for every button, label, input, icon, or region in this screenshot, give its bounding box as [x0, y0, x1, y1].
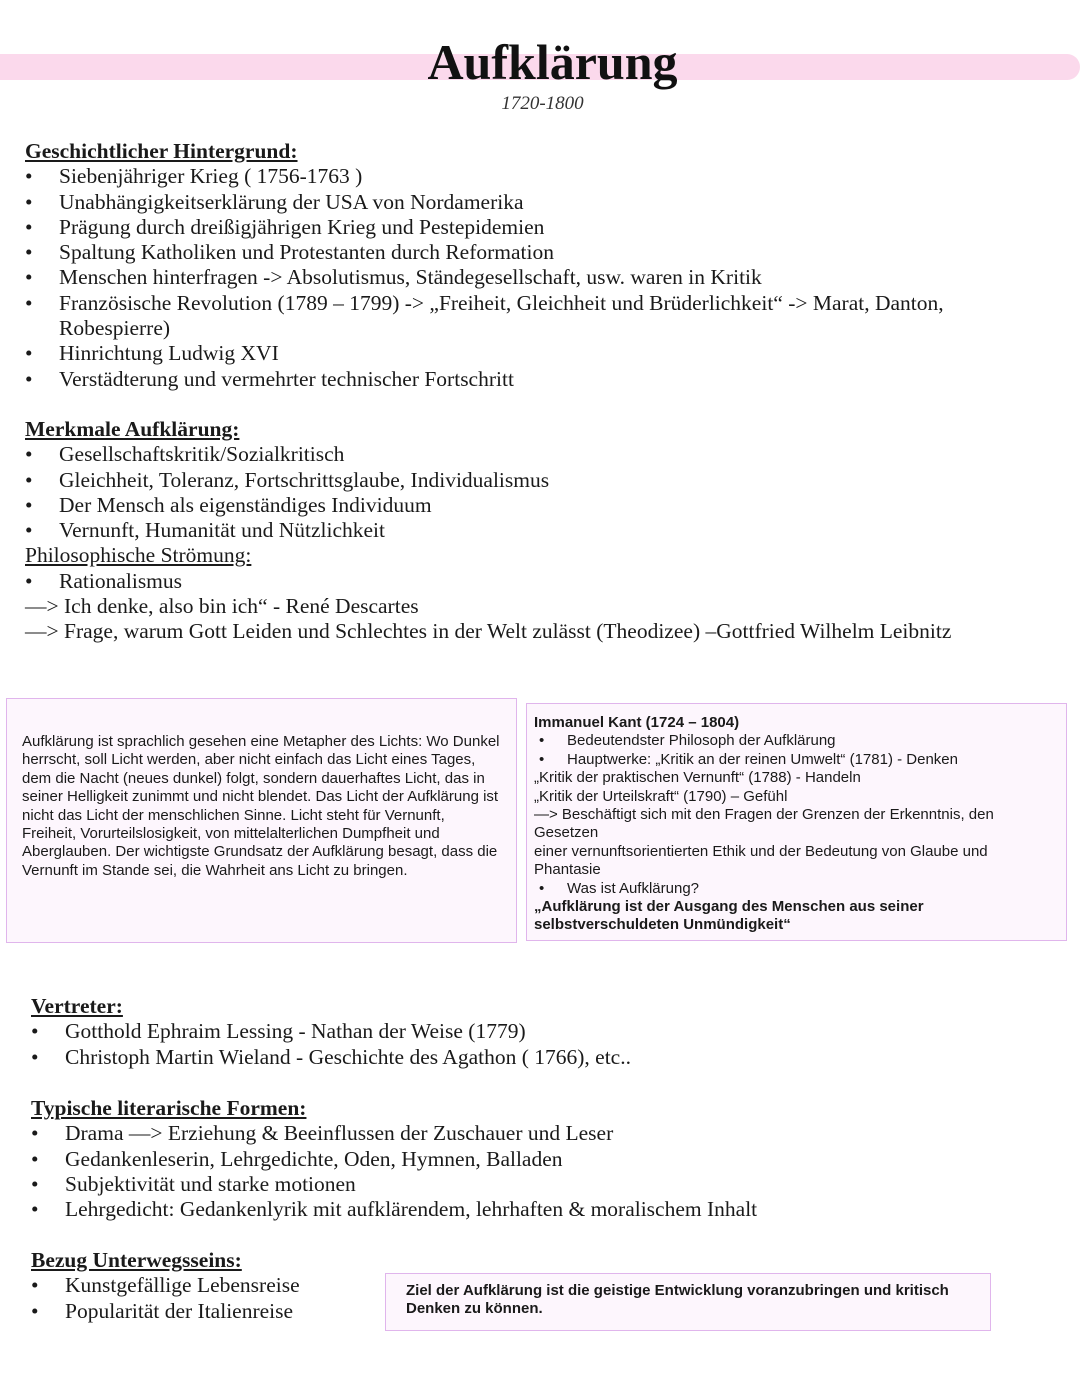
- leibnitz-quote: —> Frage, warum Gott Leiden und Schlechtes in der Welt zulässt (Theodizee) –Gottfried Wilhelm Leibnitz: [25, 619, 952, 644]
- travel-list: [31, 1273, 381, 1324]
- list-item: • Verstädterung und vermehrter technischer Fortschritt: [25, 367, 1065, 392]
- list-item: • Der Mensch als eigenständiges Individuum: [25, 493, 1065, 518]
- descartes-quote: —> Ich denke, also bin ich“ - René Descartes: [25, 594, 419, 619]
- features-section: [25, 417, 1065, 645]
- kant-box: [526, 703, 1067, 941]
- list-item: • Gleichheit, Toleranz, Fortschrittsglaube, Individualismus: [25, 468, 1065, 493]
- list-item: • Hauptwerke: „Kritik an der reinen Umwelt“ (1781) - Denken: [534, 751, 1056, 769]
- features-heading: Merkmale Aufklärung:: [25, 417, 240, 441]
- representatives-list: [31, 1019, 1031, 1070]
- history-section: [25, 139, 1065, 392]
- list-item: • Gotthold Ephraim Lessing - Nathan der Weise (1779): [31, 1019, 1031, 1044]
- kant-work-2: „Kritik der praktischen Vernunft“ (1788) - Handeln: [534, 769, 861, 787]
- history-list: [25, 164, 1065, 392]
- list-item: • Prägung durch dreißigjährigen Krieg und Pestepidemien: [25, 215, 1065, 240]
- list-item: • Menschen hinterfragen -> Absolutismus, Ständegesellschaft, usw. waren in Kritik: [25, 265, 1065, 290]
- list-item: • Hinrichtung Ludwig XVI: [25, 341, 1065, 366]
- list-item: • Gedankenleserin, Lehrgedichte, Oden, Hymnen, Balladen: [31, 1147, 1031, 1172]
- representatives-heading: Vertreter:: [31, 994, 123, 1018]
- list-item: • Popularität der Italienreise: [31, 1299, 381, 1324]
- goal-text: Ziel der Aufklärung ist die geistige Entwicklung voranzubringen und kritisch Denken zu können.: [406, 1282, 949, 1318]
- list-item: • Gesellschaftskritik/Sozialkritisch: [25, 442, 1065, 467]
- forms-list: [31, 1121, 1031, 1222]
- goal-box: [385, 1273, 991, 1331]
- travel-section: [31, 1248, 381, 1324]
- list-item: • Kunstgefällige Lebensreise: [31, 1273, 381, 1298]
- kant-work-3: „Kritik der Urteilskraft“ (1790) – Gefühl: [534, 787, 788, 805]
- light-metaphor-box: [6, 698, 517, 943]
- kant-topic-2: einer vernunftsorientierten Ethik und der Bedeutung von Glaube und Phantasie: [534, 842, 988, 879]
- kant-quote: „Aufklärung ist der Ausgang des Menschen aus seiner selbstverschuldeten Unmündigkeit“: [534, 898, 924, 934]
- list-item: • Siebenjähriger Krieg ( 1756-1763 ): [25, 164, 1065, 189]
- list-item: • Subjektivität und starke motionen: [31, 1172, 1031, 1197]
- list-item: • Drama —> Erziehung & Beeinflussen der Zuschauer und Leser: [31, 1121, 1031, 1146]
- page-title: Aufklärung: [427, 34, 678, 90]
- list-item: • Was ist Aufklärung?: [534, 880, 1056, 898]
- kant-topic-1: —> Beschäftigt sich mit den Fragen der Grenzen der Erkenntnis, den Gesetzen: [534, 806, 994, 842]
- travel-heading: Bezug Unterwegsseins:: [31, 1248, 242, 1272]
- kant-list-2: [534, 880, 1056, 898]
- list-item: • Lehrgedicht: Gedankenlyrik mit aufklärendem, lehrhaften & moralischem Inhalt: [31, 1197, 1031, 1222]
- philosophy-list: [25, 569, 1065, 594]
- representatives-section: [31, 994, 1031, 1070]
- list-item: • Vernunft, Humanität und Nützlichkeit: [25, 518, 1065, 543]
- kant-title: Immanuel Kant (1724 – 1804): [534, 714, 740, 731]
- list-item: • Französische Revolution (1789 – 1799) -> „Freiheit, Gleichheit und Brüderlichkeit“ -> Marat, Danton, Robespierre): [25, 291, 979, 342]
- forms-section: [31, 1096, 1031, 1222]
- features-list: [25, 442, 1065, 543]
- list-item: • Spaltung Katholiken und Protestanten durch Reformation: [25, 240, 1065, 265]
- list-item: • Christoph Martin Wieland - Geschichte des Agathon ( 1766), etc..: [31, 1045, 1031, 1070]
- history-heading: Geschichtlicher Hintergrund:: [25, 139, 298, 163]
- light-metaphor-text: Aufklärung ist sprachlich gesehen eine Metapher des Lichts: Wo Dunkel herrscht, soll Licht werden, aber nicht einfach das Licht eines Tages, dem die Nacht (neues dunkel) folgt, sondern dauerhaftes Licht, das in seiner Helligkeit zunimmt und nicht blendet. Das Licht der Aufklärung ist nicht das Licht der menschlichen Sinne. Licht steht für Vernunft, Freiheit, Vorurteilslosigkeit, von mittelalterlichen Dumpfheit und Aberglauben. Der wichtigste Grundsatz der Aufklärung besagt, dass die Vernunft im Stande sei, die Wahrheit ans Licht zu bringen.: [22, 733, 500, 879]
- list-item: • Rationalismus: [25, 569, 1065, 594]
- forms-heading: Typische literarische Formen:: [31, 1096, 307, 1120]
- period-subtitle: 1720-1800: [501, 93, 584, 114]
- list-item: • Bedeutendster Philosoph der Aufklärung: [534, 732, 1056, 750]
- kant-list: [534, 732, 1056, 769]
- philosophy-heading: Philosophische Strömung:: [25, 543, 252, 568]
- list-item: • Unabhängigkeitserklärung der USA von Nordamerika: [25, 190, 1065, 215]
